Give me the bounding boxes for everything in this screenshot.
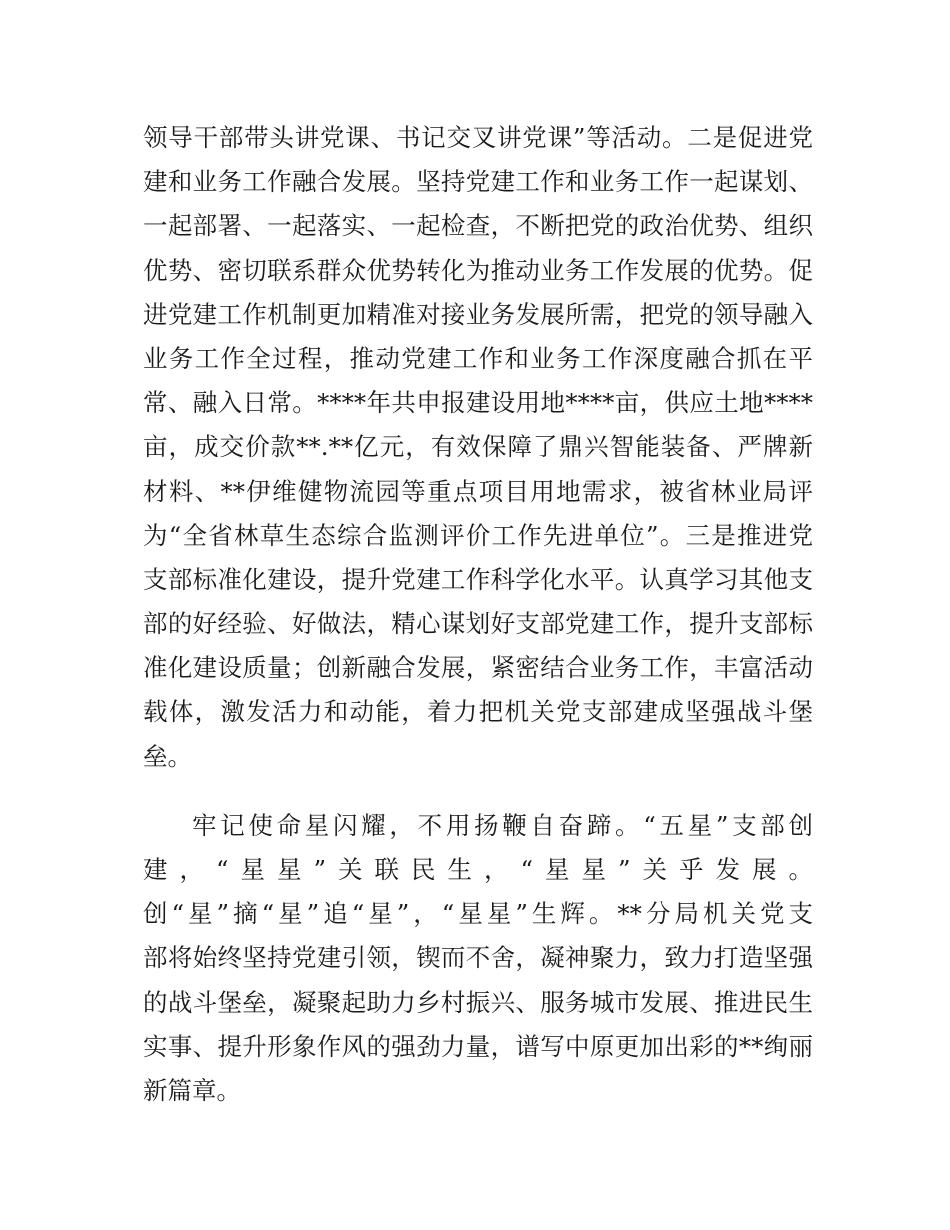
text-line: 准化建设质量；创新融合发展，紧密结合业务工作，丰富活动 bbox=[143, 653, 813, 683]
paragraph-spacer bbox=[143, 779, 813, 804]
text-line: 部的好经验、好做法，精心谋划好支部党建工作，提升支部标 bbox=[143, 609, 813, 639]
text-line: 建和业务工作融合发展。坚持党建工作和业务工作一起谋划、 bbox=[143, 167, 813, 197]
paragraph-1 bbox=[143, 116, 813, 779]
text-line: 业务工作全过程，推动党建工作和业务工作深度融合抓在平 bbox=[143, 343, 813, 373]
document-body bbox=[143, 116, 813, 1113]
text-line: 领导干部带头讲党课、书记交叉讲党课”等活动。二是促进党 bbox=[143, 123, 813, 152]
text-line: 垒。 bbox=[143, 741, 192, 771]
text-line: 牢记使命星闪耀，不用扬鞭自奋蹄。“五星”支部创 bbox=[192, 810, 813, 840]
text-line: 新篇章。 bbox=[143, 1075, 241, 1105]
text-line: 建，“星星”关联民生，“星星”关乎发展。 bbox=[143, 855, 813, 884]
text-line: 材料、**伊维健物流园等重点项目用地需求，被省林业局评 bbox=[143, 476, 813, 506]
text-line: 创“星”摘“星”追“星”，“星星”生辉。**分局机关党支 bbox=[143, 899, 813, 929]
text-line: 一起部署、一起落实、一起检查，不断把党的政治优势、组织 bbox=[143, 211, 813, 241]
text-line: 载体，激发活力和动能，着力把机关党支部建成坚强战斗堡 bbox=[143, 697, 813, 727]
text-line: 的战斗堡垒，凝聚起助力乡村振兴、服务城市发展、推进民生 bbox=[143, 987, 813, 1017]
text-line: 实事、提升形象作风的强劲力量，谱写中原更加出彩的**绚丽 bbox=[143, 1031, 813, 1061]
text-line: 部将始终坚持党建引领，锲而不舍，凝神聚力，致力打造坚强 bbox=[143, 943, 813, 973]
text-line: 进党建工作机制更加精准对接业务发展所需，把党的领导融入 bbox=[143, 299, 813, 329]
paragraph-2 bbox=[143, 804, 813, 1113]
text-line: 亩，成交价款**.**亿元，有效保障了鼎兴智能装备、严牌新 bbox=[143, 432, 813, 462]
text-line: 支部标准化建设，提升党建工作科学化水平。认真学习其他支 bbox=[143, 564, 813, 594]
text-line: 优势、密切联系群众优势转化为推动业务工作发展的优势。促 bbox=[143, 255, 813, 285]
text-line: 为“全省林草生态综合监测评价工作先进单位”。三是推进党 bbox=[143, 520, 813, 550]
text-line: 常、融入日常。****年共申报建设用地****亩，供应土地**** bbox=[143, 388, 813, 418]
